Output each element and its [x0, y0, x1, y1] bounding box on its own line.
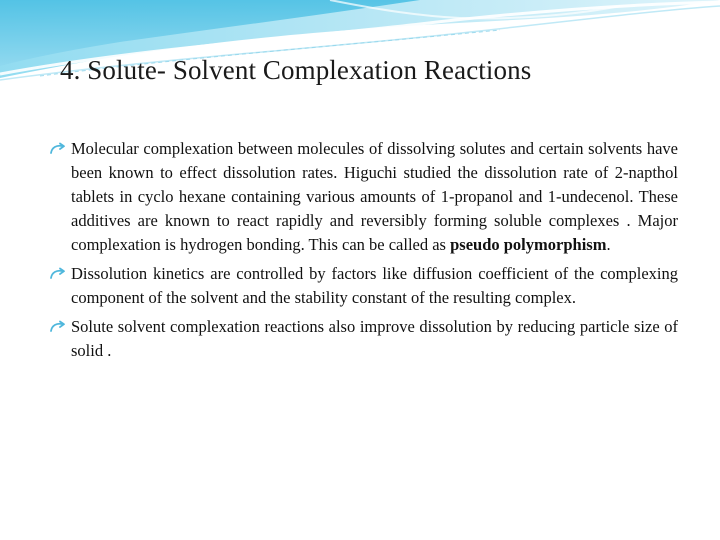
bullet-item — [48, 262, 678, 310]
bullet-item — [48, 315, 678, 363]
curved-arrow-bullet-icon — [49, 267, 67, 281]
bullet-bold-term: pseudo polymorphism — [450, 235, 607, 254]
bullet-item — [48, 137, 678, 257]
slide-title: 4. Solute- Solvent Complexation Reactions — [60, 55, 532, 85]
bullet-text-end: . — [606, 235, 611, 254]
bullet-list — [48, 137, 678, 368]
bullet-text: Dissolution kinetics are controlled by factors like diffusion coefficient of the complexing component of the solvent and the stability constant of the resulting complex. — [71, 264, 678, 307]
curved-arrow-bullet-icon — [49, 142, 67, 156]
bullet-text: Molecular complexation between molecules of dissolving solutes and certain solvents have been known to effect dissolution rates. Higuchi studied the dissolution rate of 2-napthol tablets in cyclo hexane containing various amounts of 1-propanol and 1-undecenol. These additives are known to react rapidly and reversibly forming soluble complexes . Major complexation is hydrogen bonding. This can be called as — [71, 139, 678, 254]
curved-arrow-bullet-icon — [49, 320, 67, 334]
bullet-text: Solute solvent complexation reactions also improve dissolution by reducing particle size of solid . — [71, 317, 678, 360]
